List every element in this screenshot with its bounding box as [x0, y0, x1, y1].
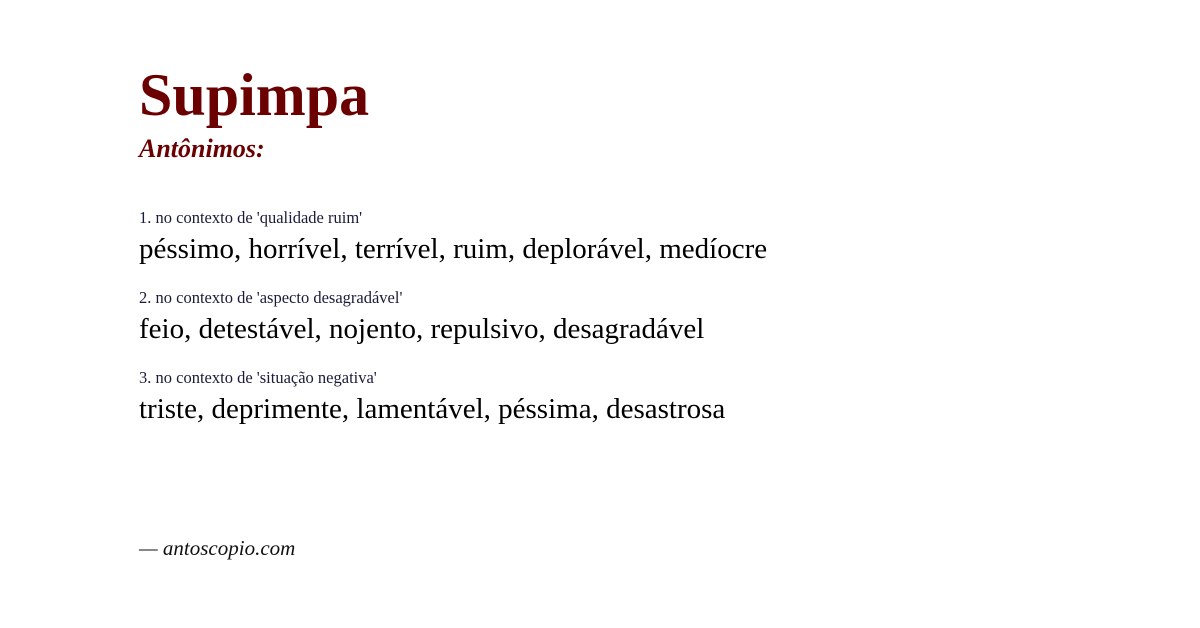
section-subtitle: Antônimos:	[139, 134, 265, 163]
sense-context-text: no contexto de 'aspecto desagradável'	[155, 288, 403, 307]
sense-context-text: no contexto de 'qualidade ruim'	[155, 208, 363, 227]
sense-context-line	[139, 207, 1139, 229]
list-item	[139, 287, 1139, 349]
sense-number: 3.	[139, 368, 152, 387]
source-attribution: — antoscopio.com	[139, 536, 296, 560]
list-item	[139, 207, 1139, 269]
sense-context-line	[139, 367, 1139, 389]
sense-number: 2.	[139, 288, 152, 307]
sense-words: triste, deprimente, lamentável, péssima, desastrosa	[139, 393, 726, 425]
sense-list	[139, 207, 1139, 447]
sense-words: feio, detestável, nojento, repulsivo, desagradável	[139, 313, 705, 345]
sense-number: 1.	[139, 208, 152, 227]
sense-context-text: no contexto de 'situação negativa'	[155, 368, 377, 387]
sense-context-line	[139, 287, 1139, 309]
list-item	[139, 367, 1139, 429]
page-title: Supimpa	[139, 62, 370, 128]
sense-words: péssimo, horrível, terrível, ruim, deplorável, medíocre	[139, 233, 768, 265]
